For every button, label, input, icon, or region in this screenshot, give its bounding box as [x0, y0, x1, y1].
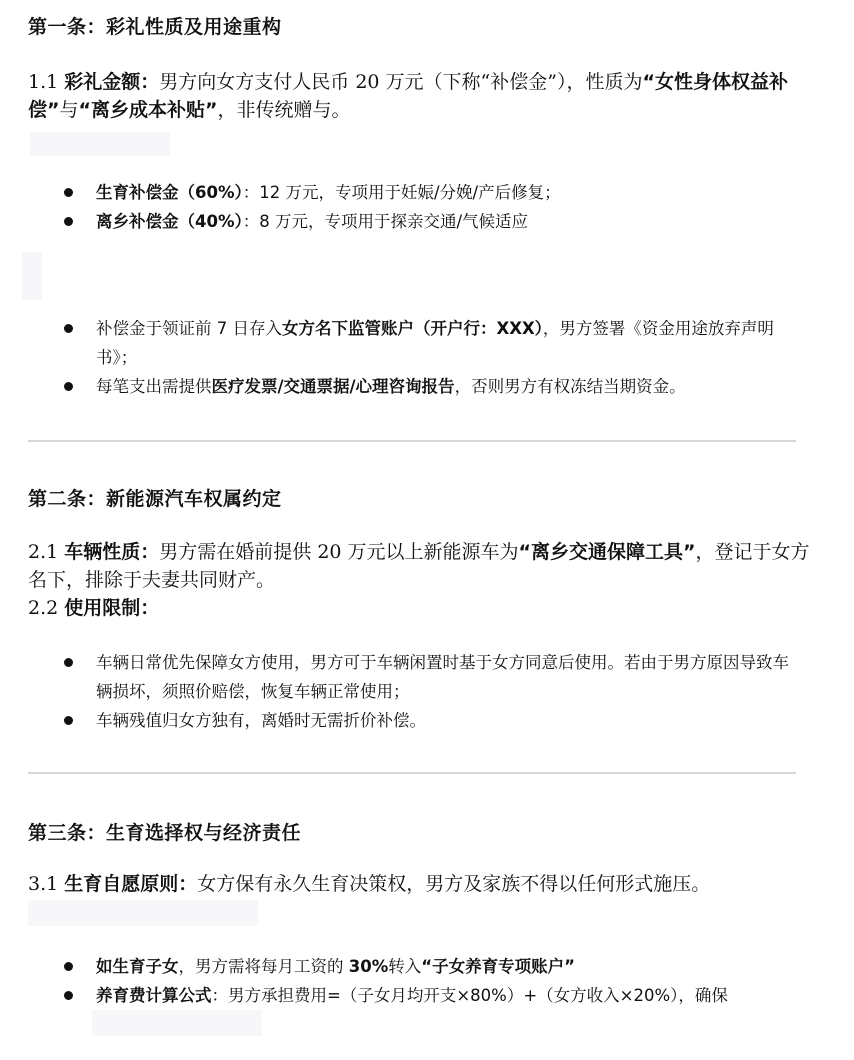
list-item: 每笔支出需提供医疗发票/交通票据/心理咨询报告，否则男方有权冻结当期资金。: [0, 372, 800, 401]
section-2-list: [0, 648, 800, 735]
clause-bold-text: “女性身体权益补偿”: [28, 71, 788, 121]
list-item: 车辆日常优先保障女方使用，男方可于车辆闲置时基于女方同意后使用。若由于男方原因导致车辆损坏，须照价赔偿，恢复车辆正常使用；: [0, 648, 800, 706]
section-2-title: 第二条：新能源汽车权属约定: [28, 488, 282, 510]
faded-artifact: [30, 132, 170, 156]
clause-number: 1.1: [28, 71, 65, 93]
list-item: 补偿金于领证前 7 日存入女方名下监管账户（开户行：XXX），男方签署《资金用途放弃声明书》；: [0, 314, 800, 372]
clause-bold-text: “离乡成本补贴”: [78, 99, 218, 121]
clause-text: 与: [59, 99, 79, 121]
list-item: 离乡补偿金（40%）：8 万元，专项用于探亲交通/气候适应: [0, 207, 820, 236]
bullet-icon: [64, 962, 73, 971]
bullet-icon: [64, 991, 73, 1000]
list-item: 如生育子女，男方需将每月工资的 30%转入“子女养育专项账户”: [0, 952, 820, 981]
faded-artifact: [28, 900, 258, 926]
list-item: 养育费计算公式：男方承担费用=（子女月均开支×80%）+（女方收入×20%），确保: [0, 981, 820, 1010]
bullet-icon: [64, 217, 73, 226]
bullet-icon: [64, 324, 73, 333]
section-1-list-a: [0, 178, 820, 236]
section-divider: [28, 440, 796, 442]
section-3-title: 第三条：生育选择权与经济责任: [28, 822, 302, 844]
section-2-clause-1: 2.1 车辆性质：男方需在婚前提供 20 万元以上新能源车为“离乡交通保障工具”，登记于女方名下，排除于夫妻共同财产。: [28, 541, 810, 591]
section-1-clause-1: [28, 68, 818, 124]
bullet-icon: [64, 382, 73, 391]
section-3-clause-1: 3.1 生育自愿原则：女方保有永久生育决策权，男方及家族不得以任何形式施压。: [28, 873, 711, 895]
clause-label: 彩礼金额：: [64, 71, 160, 93]
section-1-list-b: [0, 314, 800, 401]
clause-text: 男方向女方支付人民币 20 万元（下称“补偿金”），性质为: [159, 71, 643, 93]
clause-text: ，非传统赠与。: [217, 99, 351, 121]
bullet-icon: [64, 716, 73, 725]
faded-artifact: [22, 252, 42, 300]
faded-artifact: [92, 1010, 262, 1036]
bullet-icon: [64, 188, 73, 197]
section-divider: [28, 772, 796, 774]
section-1-title: 第一条：彩礼性质及用途重构: [28, 16, 282, 38]
section-2-clause-2: 2.2 使用限制：: [28, 597, 160, 619]
list-item: 生育补偿金（60%）：12 万元，专项用于妊娠/分娩/产后修复；: [0, 178, 820, 207]
section-3-list: [0, 952, 820, 1010]
bullet-icon: [64, 658, 73, 667]
list-item: 车辆残值归女方独有，离婚时无需折价补偿。: [0, 706, 800, 735]
